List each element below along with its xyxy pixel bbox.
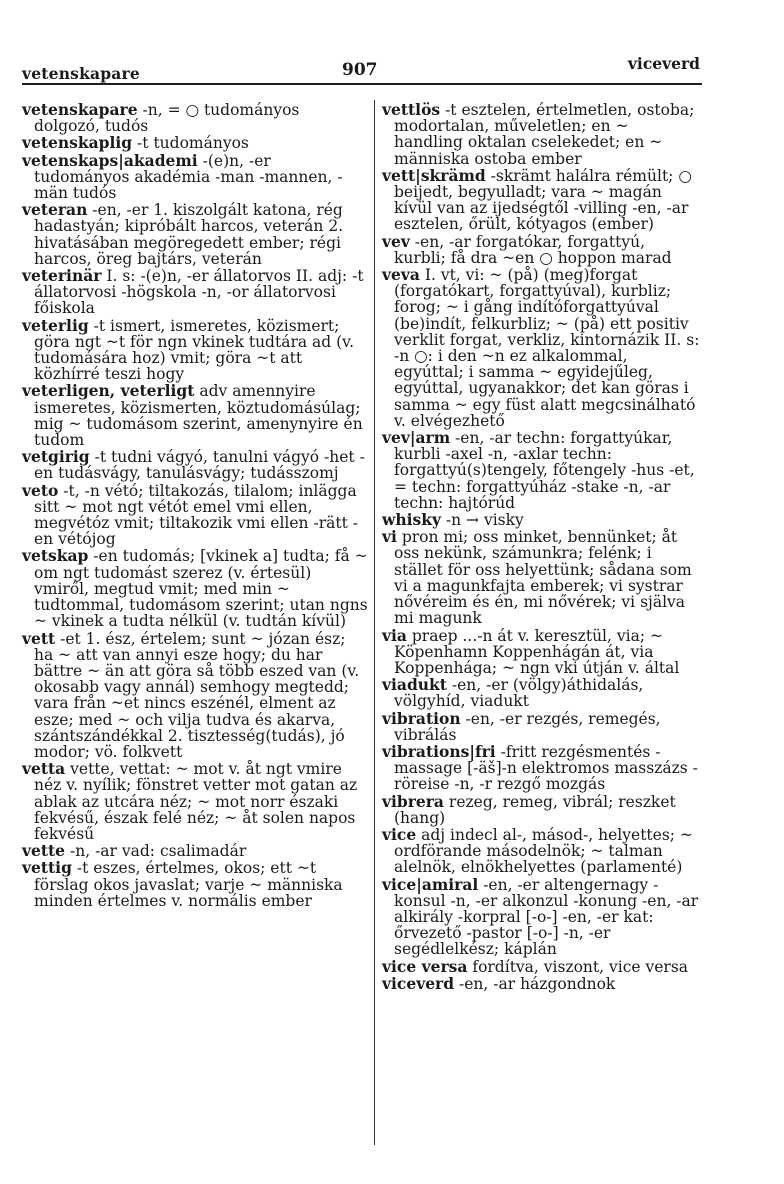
dictionary-entry	[382, 708, 700, 744]
dictionary-entry	[382, 741, 700, 794]
entry-body: adv amennyire ismeretes, közismerten, köztudomásúlag; mig ~ tudomásom szerint, amenynyire én tudom	[34, 382, 363, 450]
entry-body: -et 1. ész, értelem; sunt ~ józan ész; ha ~ att van annyi esze hogy; du har bättre ~ än att göra så több eszed van (v. okosabb vagy annál) semhogy megtedd; vara från ~et nincs eszénél, elment az esze; med ~ och vilja tudva és akarva, szántszándékkal 2. tisztesség(tudás), jó modor; vö. folkvett	[34, 629, 360, 761]
entry-headword: vettlös	[382, 100, 441, 119]
dictionary-entry	[22, 102, 368, 134]
entry-headword: whisky	[382, 510, 441, 530]
right-guide-word: viceverd	[627, 54, 700, 73]
dictionary-entry	[382, 102, 700, 167]
dictionary-entry	[382, 430, 700, 511]
entry-headword: vibrera	[382, 791, 444, 811]
dictionary-entry	[382, 973, 700, 993]
entry-headword: vetskap	[22, 546, 89, 566]
page-number: 907	[342, 60, 378, 80]
dictionary-entry	[22, 480, 368, 549]
dictionary-entry	[382, 512, 700, 528]
entry-headword: viadukt	[382, 675, 447, 695]
entry-body: -en, -er (völgy)áthidalás, völgyhíd, viadukt	[394, 676, 644, 711]
entry-headword: vettig	[22, 858, 72, 878]
entry-headword: veteran	[22, 200, 88, 220]
column-divider	[374, 100, 375, 1145]
entry-body: -n, = ○ tudományos dolgozó, tudós	[34, 101, 300, 136]
entry-body: -en, -ar forgatókar, forgattyú, kurbli; få dra ~en ○ hoppon marad	[394, 232, 672, 267]
entry-headword: veterlig	[22, 315, 89, 335]
entry-body: vette, vettat: ~ mot v. åt ngt vmire néz v. nyílik; fönstret vetter mot gatan az ablak az utcára néz; ~ mot norr északi fekvésű, észak felé néz; ~ åt solen napos fekvésű	[34, 760, 358, 843]
entry-body: -n, -ar vad: csalimadár	[65, 842, 247, 861]
entry-body: pron mi; oss minket, bennünket; åt oss nekünk, számunkra; felénk; i stället för oss helyettünk; sådana som vi a magunkfajta emberek; vi systrar nővéreim és én, mi nővérek; vi själva mi magunk	[394, 528, 692, 628]
dictionary-entry	[382, 677, 700, 709]
dictionary-entry	[22, 449, 368, 481]
dictionary-entry	[382, 874, 700, 959]
entry-headword: veterinär	[22, 266, 102, 286]
entry-body: adj indecl al-, másod-, helyettes; ~ ordförande másodelnök; ~ talman alelnök, elnökhelyettes (parlamenté)	[394, 825, 693, 877]
dictionary-entry	[22, 628, 368, 761]
entry-headword: vetgirig	[22, 447, 90, 467]
entry-body: -t, -n vétó; tiltakozás, tilalom; inlägga sitt ~ mot ngt vétót emel vmi ellen, megvétóz vmit; tiltakozik vmi ellen -rätt -en vétójog	[34, 481, 358, 549]
entry-headword: veterligen, veterligt	[22, 381, 195, 401]
entry-headword: vett	[22, 628, 56, 648]
entry-headword: vice|amiral	[382, 874, 479, 894]
entry-headword: vetenskapare	[22, 100, 138, 119]
entry-headword: veva	[382, 265, 420, 285]
entry-headword: vice	[382, 824, 417, 844]
dictionary-entry	[382, 956, 700, 976]
entry-body: I. s: -(e)n, -er állatorvos II. adj: -t állatorvosi -högskola -n, -or állatorvosi főiskola	[34, 267, 364, 318]
dictionary-entry	[382, 231, 700, 267]
entry-body: fordítva, viszont, vice versa	[467, 957, 689, 976]
header-rule	[22, 83, 702, 85]
dictionary-entry	[22, 843, 368, 859]
entry-body: -en, -er altengernagy -konsul -n, -er alkonzul -konung -en, -ar alkirály -korpral [-o-] -en, -er kat: őrvezető -pastor [-o-] -n, -er segédlelkész; káplán	[394, 875, 699, 959]
left-guide-word: vetenskapare	[22, 64, 140, 83]
entry-body: -en, -er rezgés, remegés, vibrálás	[394, 709, 661, 744]
entry-body: -t esztelen, értelmetlen, ostoba; modortalan, műveletlen; en ~ handling oktalan cselekedet; en ~ människa ostoba ember	[394, 101, 695, 168]
dictionary-entry	[22, 150, 368, 203]
dictionary-entry	[382, 791, 700, 827]
dictionary-entry	[382, 625, 700, 677]
entry-body: -t eszes, értelmes, okos; ett ~t förslag okos javaslat; varje ~ människa minden értelmes v. normális ember	[34, 859, 343, 910]
entry-headword: vice versa	[382, 956, 468, 976]
page-header	[22, 50, 700, 83]
entry-body: -t tudományos	[132, 134, 249, 153]
entry-body: -fritt rezgésmentés -massage [-äš]-n elektromos masszázs -röreise -n, -r rezgő mozgás	[394, 742, 698, 794]
dictionary-entry	[22, 548, 368, 629]
dictionary-entry	[382, 165, 700, 234]
entry-body: -en, -ar techn: forgattyúkar, kurbli -axel -n, -axlar techn: forgattyú(s)tengely, főtengely -hus -et, = techn: forgattyúház -stake -n, -ar techn: hajtórúd	[394, 429, 695, 512]
entry-headword: vetenskaplig	[22, 133, 133, 153]
entry-body: -en, -ar házgondnok	[454, 974, 616, 993]
left-column	[22, 102, 368, 910]
dictionary-entry	[22, 202, 368, 267]
dictionary-entry	[382, 824, 700, 877]
entry-headword: vette	[22, 841, 66, 861]
entry-headword: vetta	[22, 759, 66, 779]
entry-body: rezeg, remeg, vibrál; reszket (hang)	[394, 792, 676, 827]
entry-headword: vett|skrämd	[382, 165, 486, 185]
dictionary-entry	[22, 761, 368, 842]
entry-body: -n → visky	[440, 511, 524, 530]
entry-headword: vev	[382, 231, 410, 251]
entry-headword: vev|arm	[382, 428, 451, 448]
dictionary-entry	[382, 529, 700, 626]
entry-headword: vetenskaps|akademi	[22, 150, 198, 170]
entry-headword: veto	[22, 480, 59, 500]
entry-headword: vi	[382, 527, 397, 547]
dictionary-entry	[22, 135, 368, 151]
dictionary-entry	[22, 860, 368, 909]
entry-headword: viceverd	[382, 973, 455, 993]
dictionary-entry	[382, 267, 700, 429]
entry-headword: vibrations|fri	[382, 741, 496, 761]
entry-headword: via	[382, 625, 407, 645]
entry-body: I. vt, vi: ~ (på) (meg)forgat (forgatókart, forgattyúval), kurbliz; forog; ~ i gång indítóforgattyúval (be)indít, felkurbliz; ~ (på) ett positiv verklit forgat, verkliz, kintornázik II. s: -n ○: i den ~n ez alkalommal, egyúttal; i samma ~ egyidejűleg, egyúttal, ugyanakkor; det kan göras i samma ~ egy füst alatt megcsinálható v. elvégezhető	[394, 266, 700, 430]
entry-body: -t ismert, ismeretes, közismert; göra ngt ~t för ngn vkinek tudtára ad (v. tudomására hoz) vmit; göra ~t att közhírré teszi hogy	[34, 316, 354, 384]
entry-body: -(e)n, -er tudományos akadémia -man -mannen, -män tudós	[34, 151, 343, 203]
entry-body: -skrämt halálra rémült; ○ beijedt, begyulladt; vara ~ magán kívül van az ijedségtől -villing -en, -ar esztelen, őrült, kótyagos (ember)	[394, 166, 692, 234]
entry-headword: vibration	[382, 708, 461, 728]
dictionary-entry	[22, 315, 368, 384]
entry-body: -en tudomás; [vkinek a] tudta; få ~ om ngt tudomást szerez (v. értesül) vmiről, megtud vmit; med min ~ tudtommal, tudomásom szerint; utan ngns ~ vkinek a tudta nélkül (v. tudtán kívül)	[34, 547, 368, 631]
dictionary-entry	[22, 268, 368, 317]
entry-body: -en, -er 1. kiszolgált katona, rég hadastyán; kipróbált harcos, veterán 2. hivatásában megöregedett ember; régi harcos, öreg bajtárs, veterán	[34, 201, 344, 268]
right-column	[382, 102, 700, 993]
dictionary-entry	[22, 383, 368, 448]
entry-body: -t tudni vágyó, tanulni vágyó -het -en tudásvágy, tanulásvágy; tudásszomj	[34, 448, 365, 483]
entry-body: praep ...-n át v. keresztül, via; ~ Köpenhamn Koppenhágán át, via Koppenhága; ~ ngn vki útján v. által	[394, 626, 680, 677]
